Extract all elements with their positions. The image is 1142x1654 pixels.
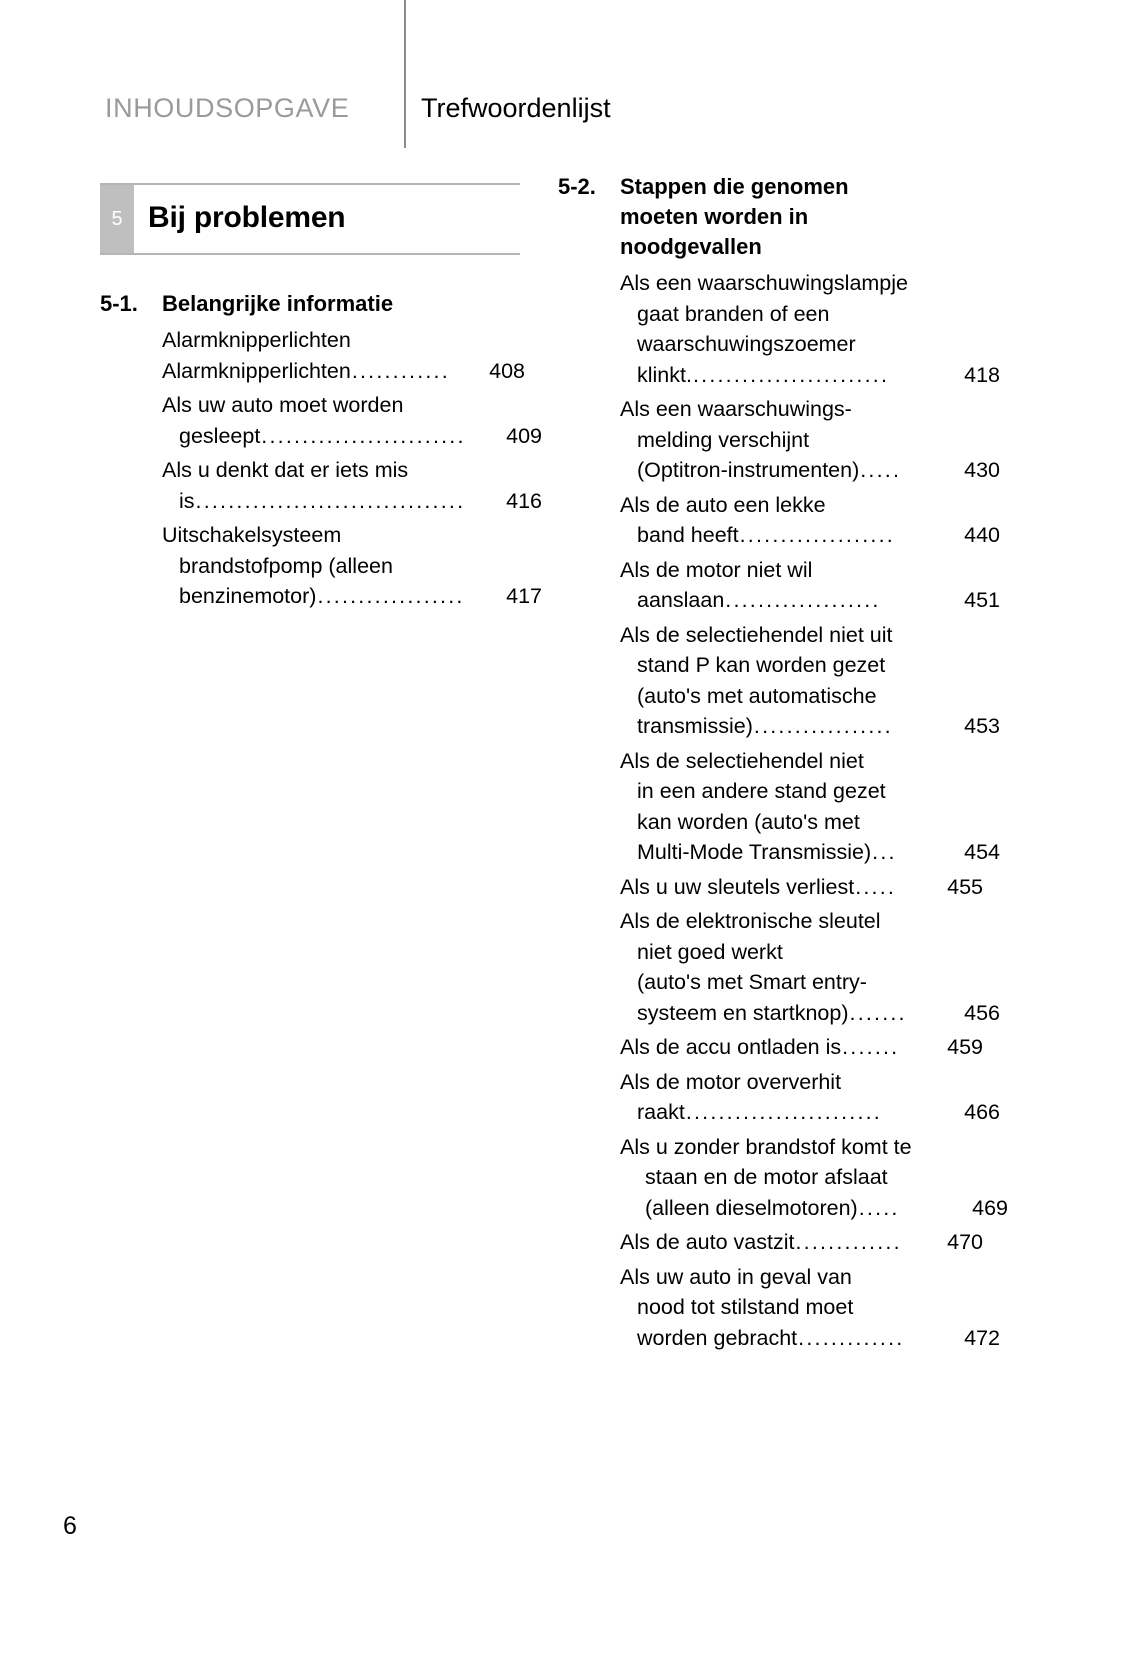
toc-entry[interactable] bbox=[620, 555, 1000, 616]
toc-entry-line: stand P kan worden gezet bbox=[637, 653, 886, 677]
toc-entry[interactable] bbox=[620, 1227, 983, 1258]
toc-entry-label: is bbox=[179, 488, 195, 513]
section-title-line: Stappen die genomen bbox=[620, 174, 849, 199]
toc-entry-page-number: 408 bbox=[489, 358, 525, 383]
toc-entry-last-line bbox=[162, 486, 542, 517]
toc-entry-page-number: 409 bbox=[506, 423, 542, 448]
toc-entry-page-number: 440 bbox=[964, 523, 1000, 547]
leader-dots: ......................... bbox=[261, 425, 466, 447]
toc-entry-line: Als een waarschuwingslampje bbox=[620, 271, 909, 295]
toc-entry-line: Als u denkt dat er iets mis bbox=[162, 458, 409, 482]
toc-entry-line: Als de motor oververhit bbox=[620, 1069, 842, 1094]
toc-entry-last-line bbox=[620, 872, 983, 903]
toc-entry-line: staan en de motor afslaat bbox=[645, 1165, 888, 1189]
toc-entry[interactable] bbox=[620, 906, 1000, 1028]
page-number: 6 bbox=[63, 1512, 77, 1540]
toc-entry-line: Als de selectiehendel niet bbox=[620, 748, 864, 773]
toc-entry-label: (alleen dieselmotoren) bbox=[645, 1195, 858, 1220]
toc-entry-line: kan worden (auto's met bbox=[637, 809, 860, 834]
leader-dots: ... bbox=[872, 842, 897, 864]
toc-entry-label: klinkt. bbox=[637, 362, 692, 387]
toc-entry-list bbox=[100, 325, 542, 612]
chapter-banner bbox=[100, 183, 520, 255]
toc-entry-last-line bbox=[620, 1032, 983, 1063]
toc-entry-line: Als uw auto in geval van bbox=[620, 1264, 852, 1289]
toc-entry-line: Als de auto een lekke bbox=[620, 492, 826, 517]
toc-entry-line: melding verschijnt bbox=[637, 427, 810, 452]
leader-dots: ............ bbox=[351, 360, 450, 382]
toc-entry-page-number: 470 bbox=[947, 1230, 983, 1254]
toc-entry-label: Alarmknipperlichten bbox=[162, 358, 351, 383]
toc-entry-last-line bbox=[162, 421, 542, 452]
toc-entry-line: nood tot stilstand moet bbox=[637, 1295, 854, 1319]
toc-entry-line: (auto's met automatische bbox=[637, 683, 877, 708]
toc-entry[interactable] bbox=[620, 1067, 1000, 1128]
section-heading bbox=[558, 172, 983, 262]
section-5-1 bbox=[100, 289, 542, 616]
toc-entry[interactable] bbox=[620, 268, 1000, 390]
toc-entry-label: transmissie) bbox=[637, 714, 753, 738]
toc-entry-label: aanslaan bbox=[637, 588, 725, 612]
toc-entry-page-number: 416 bbox=[506, 488, 542, 513]
leader-dots: ................... bbox=[725, 590, 881, 612]
toc-entry-line: Als uw auto moet worden bbox=[162, 393, 404, 417]
toc-entry-last-line bbox=[620, 711, 1000, 742]
leader-dots: ..... bbox=[858, 1197, 900, 1219]
toc-entry-label: Als u uw sleutels verliest bbox=[620, 874, 855, 899]
toc-entry-line: Als de motor niet wil bbox=[620, 557, 813, 582]
toc-entry[interactable] bbox=[620, 872, 983, 903]
toc-entry-last-line bbox=[620, 1227, 983, 1258]
toc-entry-last-line bbox=[620, 1323, 1000, 1354]
toc-entry-page-number: 472 bbox=[964, 1325, 1000, 1350]
toc-entry-last-line bbox=[162, 356, 525, 387]
running-header bbox=[0, 0, 1142, 150]
toc-entry[interactable] bbox=[620, 1132, 1008, 1224]
toc-entry-page-number: 430 bbox=[964, 458, 1000, 482]
toc-entry-label: band heeft bbox=[637, 523, 739, 547]
toc-entry-page-number: 466 bbox=[964, 1100, 1000, 1124]
toc-entry-line: brandstofpomp (alleen bbox=[179, 553, 393, 578]
toc-entry-page-number: 453 bbox=[964, 714, 1000, 738]
toc-entry[interactable] bbox=[620, 394, 1000, 486]
toc-entry[interactable] bbox=[162, 455, 542, 516]
section-title-line: moeten worden in bbox=[620, 204, 809, 229]
running-header-divider bbox=[404, 0, 406, 148]
leader-dots: ................... bbox=[739, 525, 895, 547]
toc-entry-line: Als een waarschuwings- bbox=[620, 397, 852, 421]
toc-entry-last-line bbox=[620, 585, 1000, 616]
leader-dots: ................................. bbox=[195, 490, 466, 512]
leader-dots: ....... bbox=[849, 1002, 907, 1024]
toc-entry-last-line bbox=[620, 1097, 1000, 1128]
chapter-title: Bij problemen bbox=[148, 201, 346, 234]
leader-dots: ........................ bbox=[692, 364, 890, 386]
toc-entry-page-number: 418 bbox=[964, 362, 1000, 387]
toc-entry-page-number: 455 bbox=[947, 874, 983, 899]
toc-entry-last-line bbox=[162, 581, 542, 612]
toc-entry[interactable] bbox=[620, 1262, 1000, 1354]
toc-entry-last-line bbox=[620, 520, 1000, 551]
toc-entry-label: worden gebracht bbox=[637, 1325, 798, 1350]
leader-dots: ....... bbox=[842, 1037, 900, 1059]
toc-entry-last-line bbox=[620, 837, 1000, 868]
running-header-left-label: INHOUDSOPGAVE bbox=[105, 93, 350, 123]
toc-entry[interactable] bbox=[162, 390, 542, 451]
chapter-number: 5 bbox=[111, 208, 123, 230]
toc-entry-page-number: 451 bbox=[964, 588, 1000, 612]
toc-entry-list bbox=[558, 268, 1008, 1353]
chapter-rule-bottom bbox=[100, 253, 520, 255]
toc-entry-line: Als u zonder brandstof komt te bbox=[620, 1134, 912, 1159]
chapter-rule-top bbox=[100, 183, 520, 185]
leader-dots: ........................ bbox=[685, 1102, 882, 1124]
toc-entry[interactable] bbox=[620, 620, 1000, 742]
toc-entry-label: raakt bbox=[637, 1100, 685, 1124]
leader-dots: ............. bbox=[795, 1232, 902, 1254]
running-header-right-label: Trefwoordenlijst bbox=[421, 93, 611, 123]
toc-entry-line: Uitschakelsysteem bbox=[162, 523, 342, 547]
toc-entry-line: niet goed werkt bbox=[637, 939, 783, 964]
toc-entry-label: Als de accu ontladen is bbox=[620, 1035, 842, 1059]
toc-entry-page-number: 456 bbox=[964, 1000, 1000, 1025]
toc-entry-label: systeem en startknop) bbox=[637, 1000, 849, 1025]
toc-entry-line: waarschuwingszoemer bbox=[637, 332, 856, 356]
toc-entry-label: (Optitron-instrumenten) bbox=[637, 458, 860, 482]
toc-entry-last-line bbox=[620, 455, 1000, 486]
section-title: Belangrijke informatie bbox=[162, 291, 394, 316]
leader-dots: ................. bbox=[753, 716, 893, 738]
toc-entry-page-number: 469 bbox=[972, 1195, 1008, 1220]
toc-entry-label: benzinemotor) bbox=[179, 584, 317, 608]
section-title bbox=[620, 172, 983, 262]
section-number: 5-1. bbox=[100, 291, 138, 316]
toc-entry-line: Als de selectiehendel niet uit bbox=[620, 622, 893, 647]
toc-entry-line: in een andere stand gezet bbox=[637, 779, 886, 803]
section-number: 5-2. bbox=[558, 174, 596, 199]
toc-entry-page-number: 459 bbox=[947, 1035, 983, 1059]
toc-entry[interactable] bbox=[620, 746, 1000, 868]
toc-entry-last-line bbox=[620, 360, 1000, 391]
toc-entry-line: gaat branden of een bbox=[637, 301, 830, 326]
section-title-line: noodgevallen bbox=[620, 234, 762, 259]
leader-dots: .................. bbox=[317, 586, 465, 608]
toc-entry-line: Als de elektronische sleutel bbox=[620, 909, 881, 933]
section-heading bbox=[100, 289, 525, 319]
toc-entry-line: (auto's met Smart entry- bbox=[637, 970, 867, 994]
chapter-number-badge bbox=[100, 185, 134, 253]
toc-entry-line: Alarmknipperlichten bbox=[162, 328, 351, 352]
toc-entry-label: gesleept bbox=[179, 423, 261, 448]
toc-entry-last-line bbox=[620, 998, 1000, 1029]
leader-dots: ..... bbox=[860, 460, 902, 482]
toc-entry-label: Als de auto vastzit bbox=[620, 1230, 795, 1254]
toc-entry[interactable] bbox=[620, 490, 1000, 551]
toc-entry-last-line bbox=[620, 1193, 1008, 1224]
toc-entry-label: Multi-Mode Transmissie) bbox=[637, 840, 872, 864]
section-5-2 bbox=[558, 172, 1008, 1357]
toc-entry-page-number: 454 bbox=[964, 840, 1000, 864]
toc-entry[interactable] bbox=[620, 1032, 983, 1063]
toc-entry-page-number: 417 bbox=[506, 584, 542, 608]
toc-entry[interactable] bbox=[162, 325, 525, 386]
leader-dots: ..... bbox=[855, 876, 897, 898]
toc-entry[interactable] bbox=[162, 520, 542, 612]
leader-dots: ............. bbox=[798, 1327, 905, 1349]
